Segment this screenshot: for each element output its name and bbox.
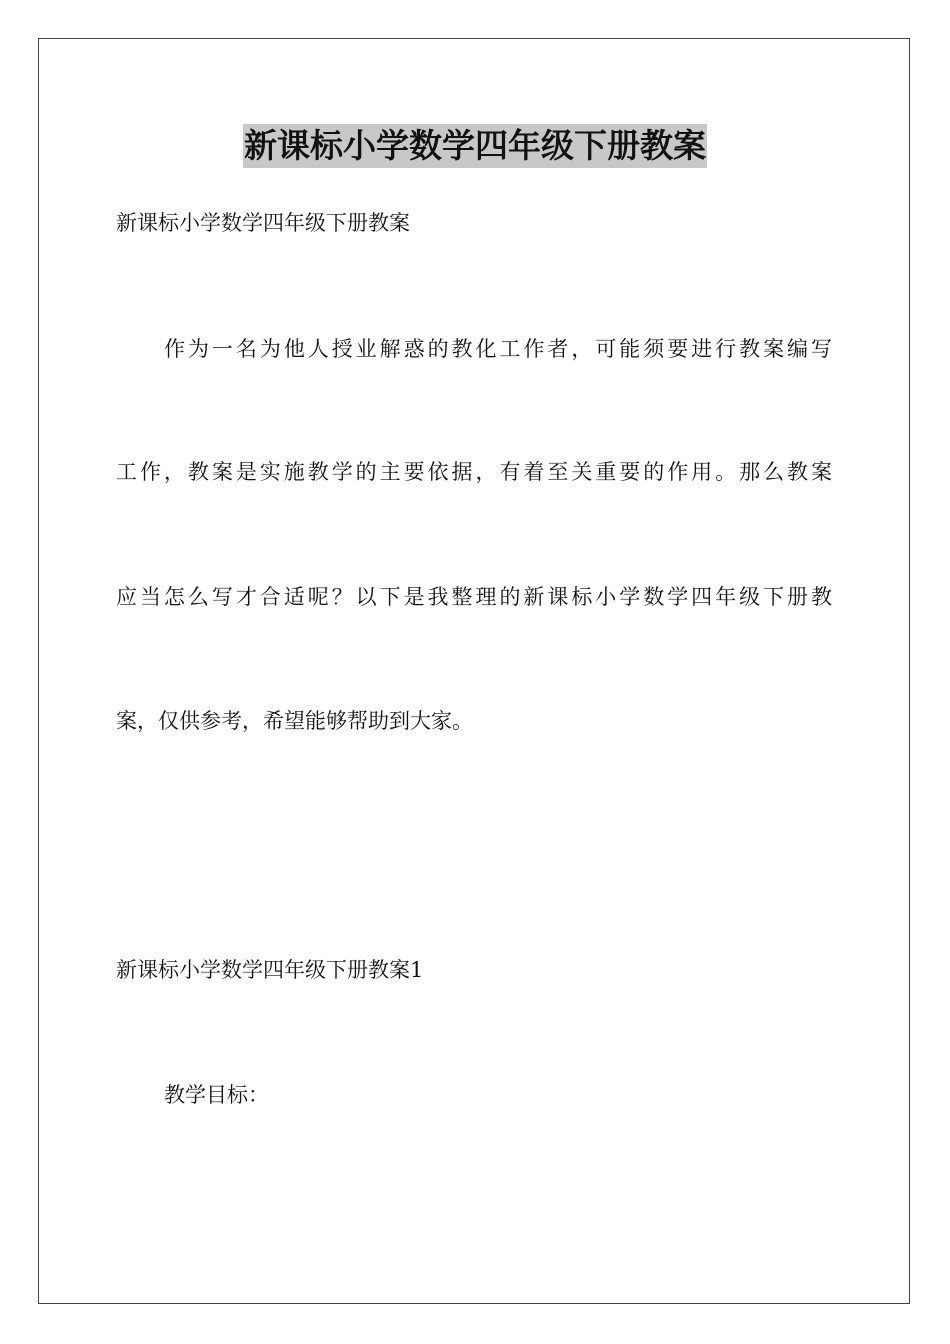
document-title: 新课标小学数学四年级下册教案 (243, 124, 707, 168)
intro-line-1: 作为一名为他人授业解惑的教化工作者，可能须要进行教案编写 (164, 337, 832, 361)
intro-line-3: 应当怎么写才合适呢？以下是我整理的新课标小学数学四年级下册教 (116, 585, 832, 609)
intro-line-2: 工作，教案是实施教学的主要依据，有着至关重要的作用。那么教案 (116, 460, 832, 484)
section-heading: 新课标小学数学四年级下册教案1 (116, 958, 424, 982)
document-subtitle: 新课标小学数学四年级下册教案 (116, 211, 410, 235)
teaching-goal-label: 教学目标： (164, 1083, 269, 1107)
title-container (0, 124, 950, 168)
intro-line-4: 案，仅供参考，希望能够帮助到大家。 (116, 709, 473, 733)
